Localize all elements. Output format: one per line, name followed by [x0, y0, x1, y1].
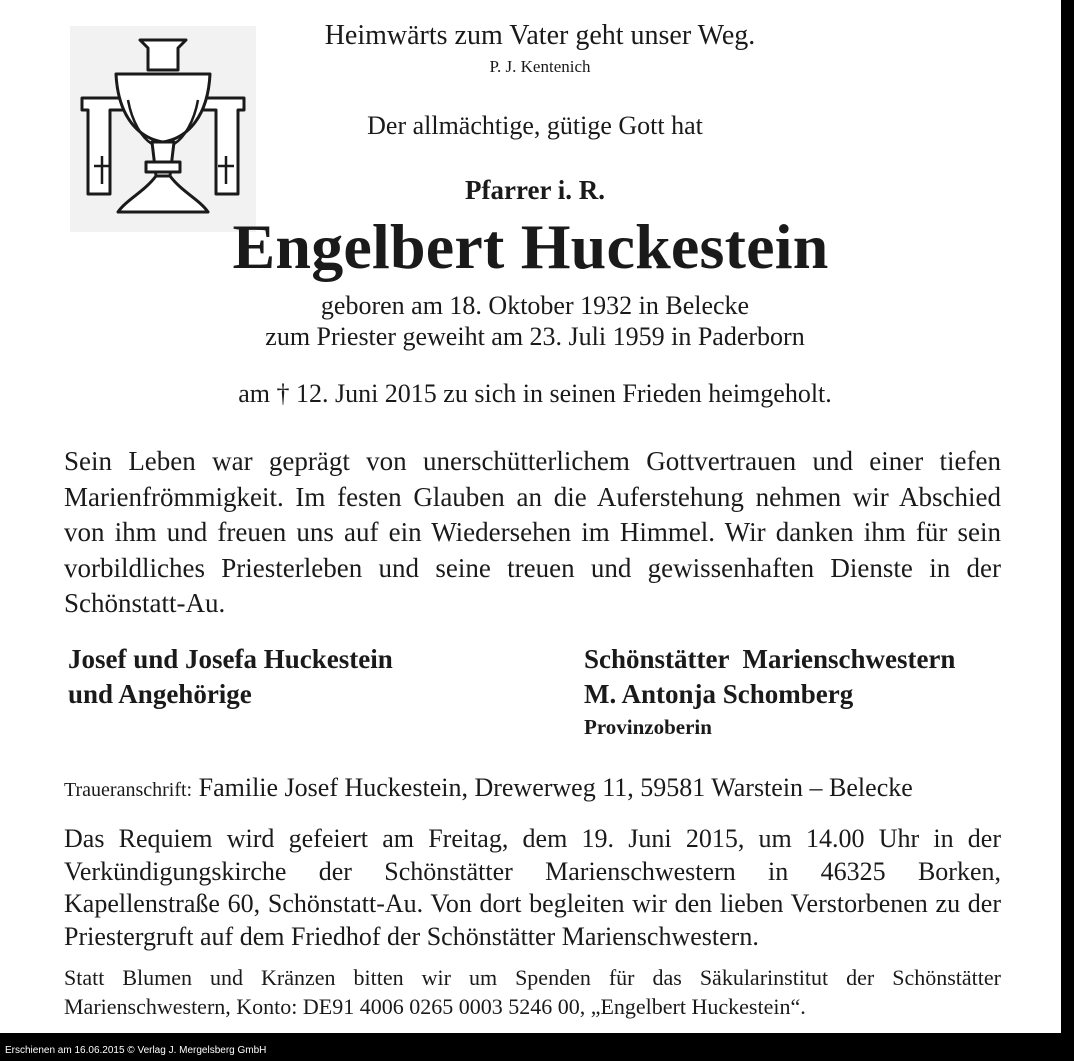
signature-family-line1: Josef und Josefa Huckestein [68, 644, 393, 674]
tribute-paragraph: Sein Leben war geprägt von unerschütterlichem Gottvertrauen und einer tiefen Marienfrömmigkeit. Im festen Glauben an die Auferstehung nehmen wir Abschied von ihm und freuen uns auf ein Wiedersehen im Himmel. Wir danken ihm für sein vorbildliches Priesterleben und seine treuen und gewissenhaften Dienste in der Schönstatt-Au. [64, 446, 1001, 618]
deceased-name: Engelbert Huckestein [232, 211, 829, 282]
signature-sisters [584, 642, 1054, 742]
chalice-with-stoles-icon [70, 26, 256, 232]
publication-footer: Erschienen am 16.06.2015 © Verlag J. Mergelsberg GmbH [5, 1045, 267, 1056]
deceased-title: Pfarrer i. R. [465, 175, 605, 205]
signature-family [68, 642, 538, 712]
address-label: Traueranschrift: [64, 779, 193, 801]
ordination-line: zum Priester geweiht am 23. Juli 1959 in Paderborn [265, 322, 805, 351]
signature-family-line2: und Angehörige [68, 679, 252, 709]
motto-author: P. J. Kentenich [489, 57, 591, 76]
intro-text: Der allmächtige, gütige Gott hat [367, 111, 703, 140]
death-line: am † 12. Juni 2015 zu sich in seinen Frieden heimgeholt. [238, 379, 832, 408]
signature-sisters-line2: M. Antonja Schomberg [584, 679, 854, 709]
address-value: Familie Josef Huckestein, Drewerweg 11, 59581 Warstein – Belecke [198, 773, 913, 802]
donation-paragraph: Statt Blumen und Kränzen bitten wir um Spenden für das Säkularinstitut der Schönstätter Marienschwestern, Konto: DE91 4006 0265 0003 5246 00, „Engelbert Huckestein“. [64, 965, 1001, 1019]
birth-line: geboren am 18. Oktober 1932 in Belecke [320, 291, 750, 320]
mourning-address [64, 773, 1024, 803]
requiem-paragraph: Das Requiem wird gefeiert am Freitag, dem 19. Juni 2015, um 14.00 Uhr in der Verkündigungskirche der Schönstätter Marienschwestern in 46325 Borken, Kapellenstraße 60, Schönstatt-Au. Von dort begleiten wir den lieben Verstorbenen zu der Priestergruft auf dem Friedhof der Schönstätter Marienschwestern. [64, 824, 1001, 951]
signature-sisters-line1: Schönstätter Marienschwestern [584, 644, 956, 674]
signature-sisters-role: Provinzoberin [584, 715, 712, 739]
motto-text: Heimwärts zum Vater geht unser Weg. [324, 20, 756, 51]
